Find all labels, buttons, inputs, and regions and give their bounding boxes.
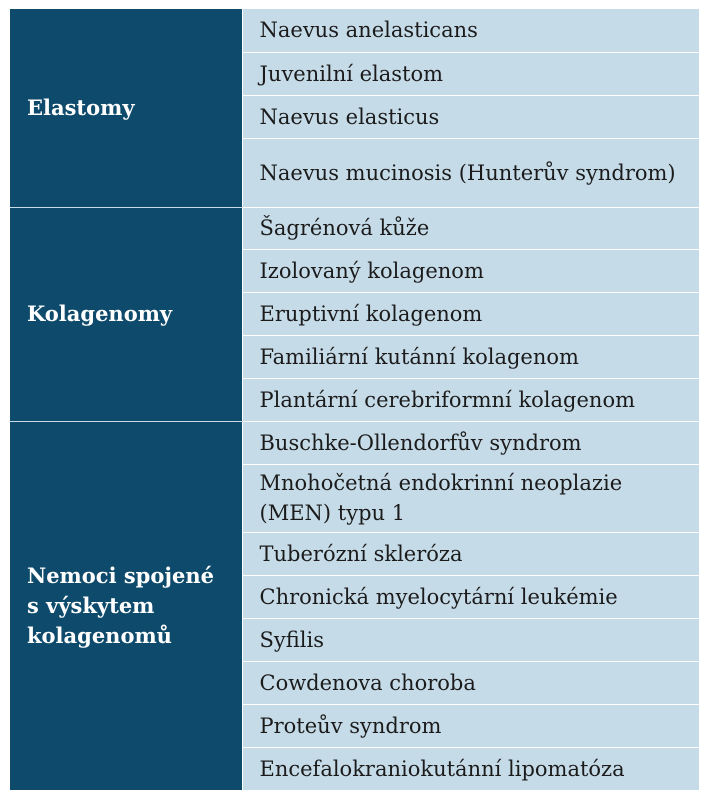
item-cell <box>242 207 699 249</box>
item-cell <box>242 532 699 575</box>
item-label: Encefalokraniokutánní lipomatóza <box>259 756 625 781</box>
group-cell-kolagenomy <box>10 207 242 421</box>
item-cell <box>242 378 699 421</box>
item-label: Mnohočetná endokrinní neoplazie (MEN) typu 1 <box>259 471 623 525</box>
item-label: Cowdenova choroba <box>259 670 476 695</box>
item-label: Syfilis <box>259 627 324 652</box>
item-label: Proteův syndrom <box>259 713 442 738</box>
item-label: Plantární cerebriformní kolagenom <box>259 387 635 412</box>
item-cell <box>242 575 699 618</box>
item-label: Šagrénová kůže <box>259 216 430 240</box>
item-cell <box>242 292 699 335</box>
classification-table <box>10 9 699 790</box>
item-label: Juvenilní elastom <box>259 61 444 86</box>
item-cell <box>242 249 699 292</box>
group-cell-nemoci <box>10 421 242 790</box>
item-label: Naevus anelasticans <box>259 18 478 43</box>
table-row <box>10 421 699 464</box>
item-cell <box>242 95 699 138</box>
item-cell <box>242 9 699 52</box>
item-cell <box>242 661 699 704</box>
item-label: Buschke-Ollendorfův syndrom <box>259 430 582 455</box>
group-label: Nemoci spojené s výskytem kolagenomů <box>27 562 214 648</box>
item-label: Tuberózní skleróza <box>259 541 463 566</box>
item-cell <box>242 138 699 207</box>
item-cell <box>242 747 699 790</box>
item-cell <box>242 421 699 464</box>
group-cell-elastomy <box>10 9 242 207</box>
item-cell <box>242 464 699 532</box>
group-label: Elastomy <box>27 94 135 120</box>
item-label: Izolovaný kolagenom <box>259 258 484 283</box>
table-row <box>10 207 699 249</box>
item-cell <box>242 52 699 95</box>
item-label: Chronická myelocytární leukémie <box>259 584 618 609</box>
item-label: Naevus elasticus <box>259 104 440 129</box>
item-cell <box>242 618 699 661</box>
item-label: Eruptivní kolagenom <box>259 301 483 326</box>
table-row <box>10 9 699 52</box>
item-label: Naevus mucinosis (Hunterův syndrom) <box>259 160 676 185</box>
item-label: Familiární kutánní kolagenom <box>259 344 579 369</box>
group-label: Kolagenomy <box>27 301 173 326</box>
item-cell <box>242 704 699 747</box>
item-cell <box>242 335 699 378</box>
table-container <box>10 9 699 789</box>
